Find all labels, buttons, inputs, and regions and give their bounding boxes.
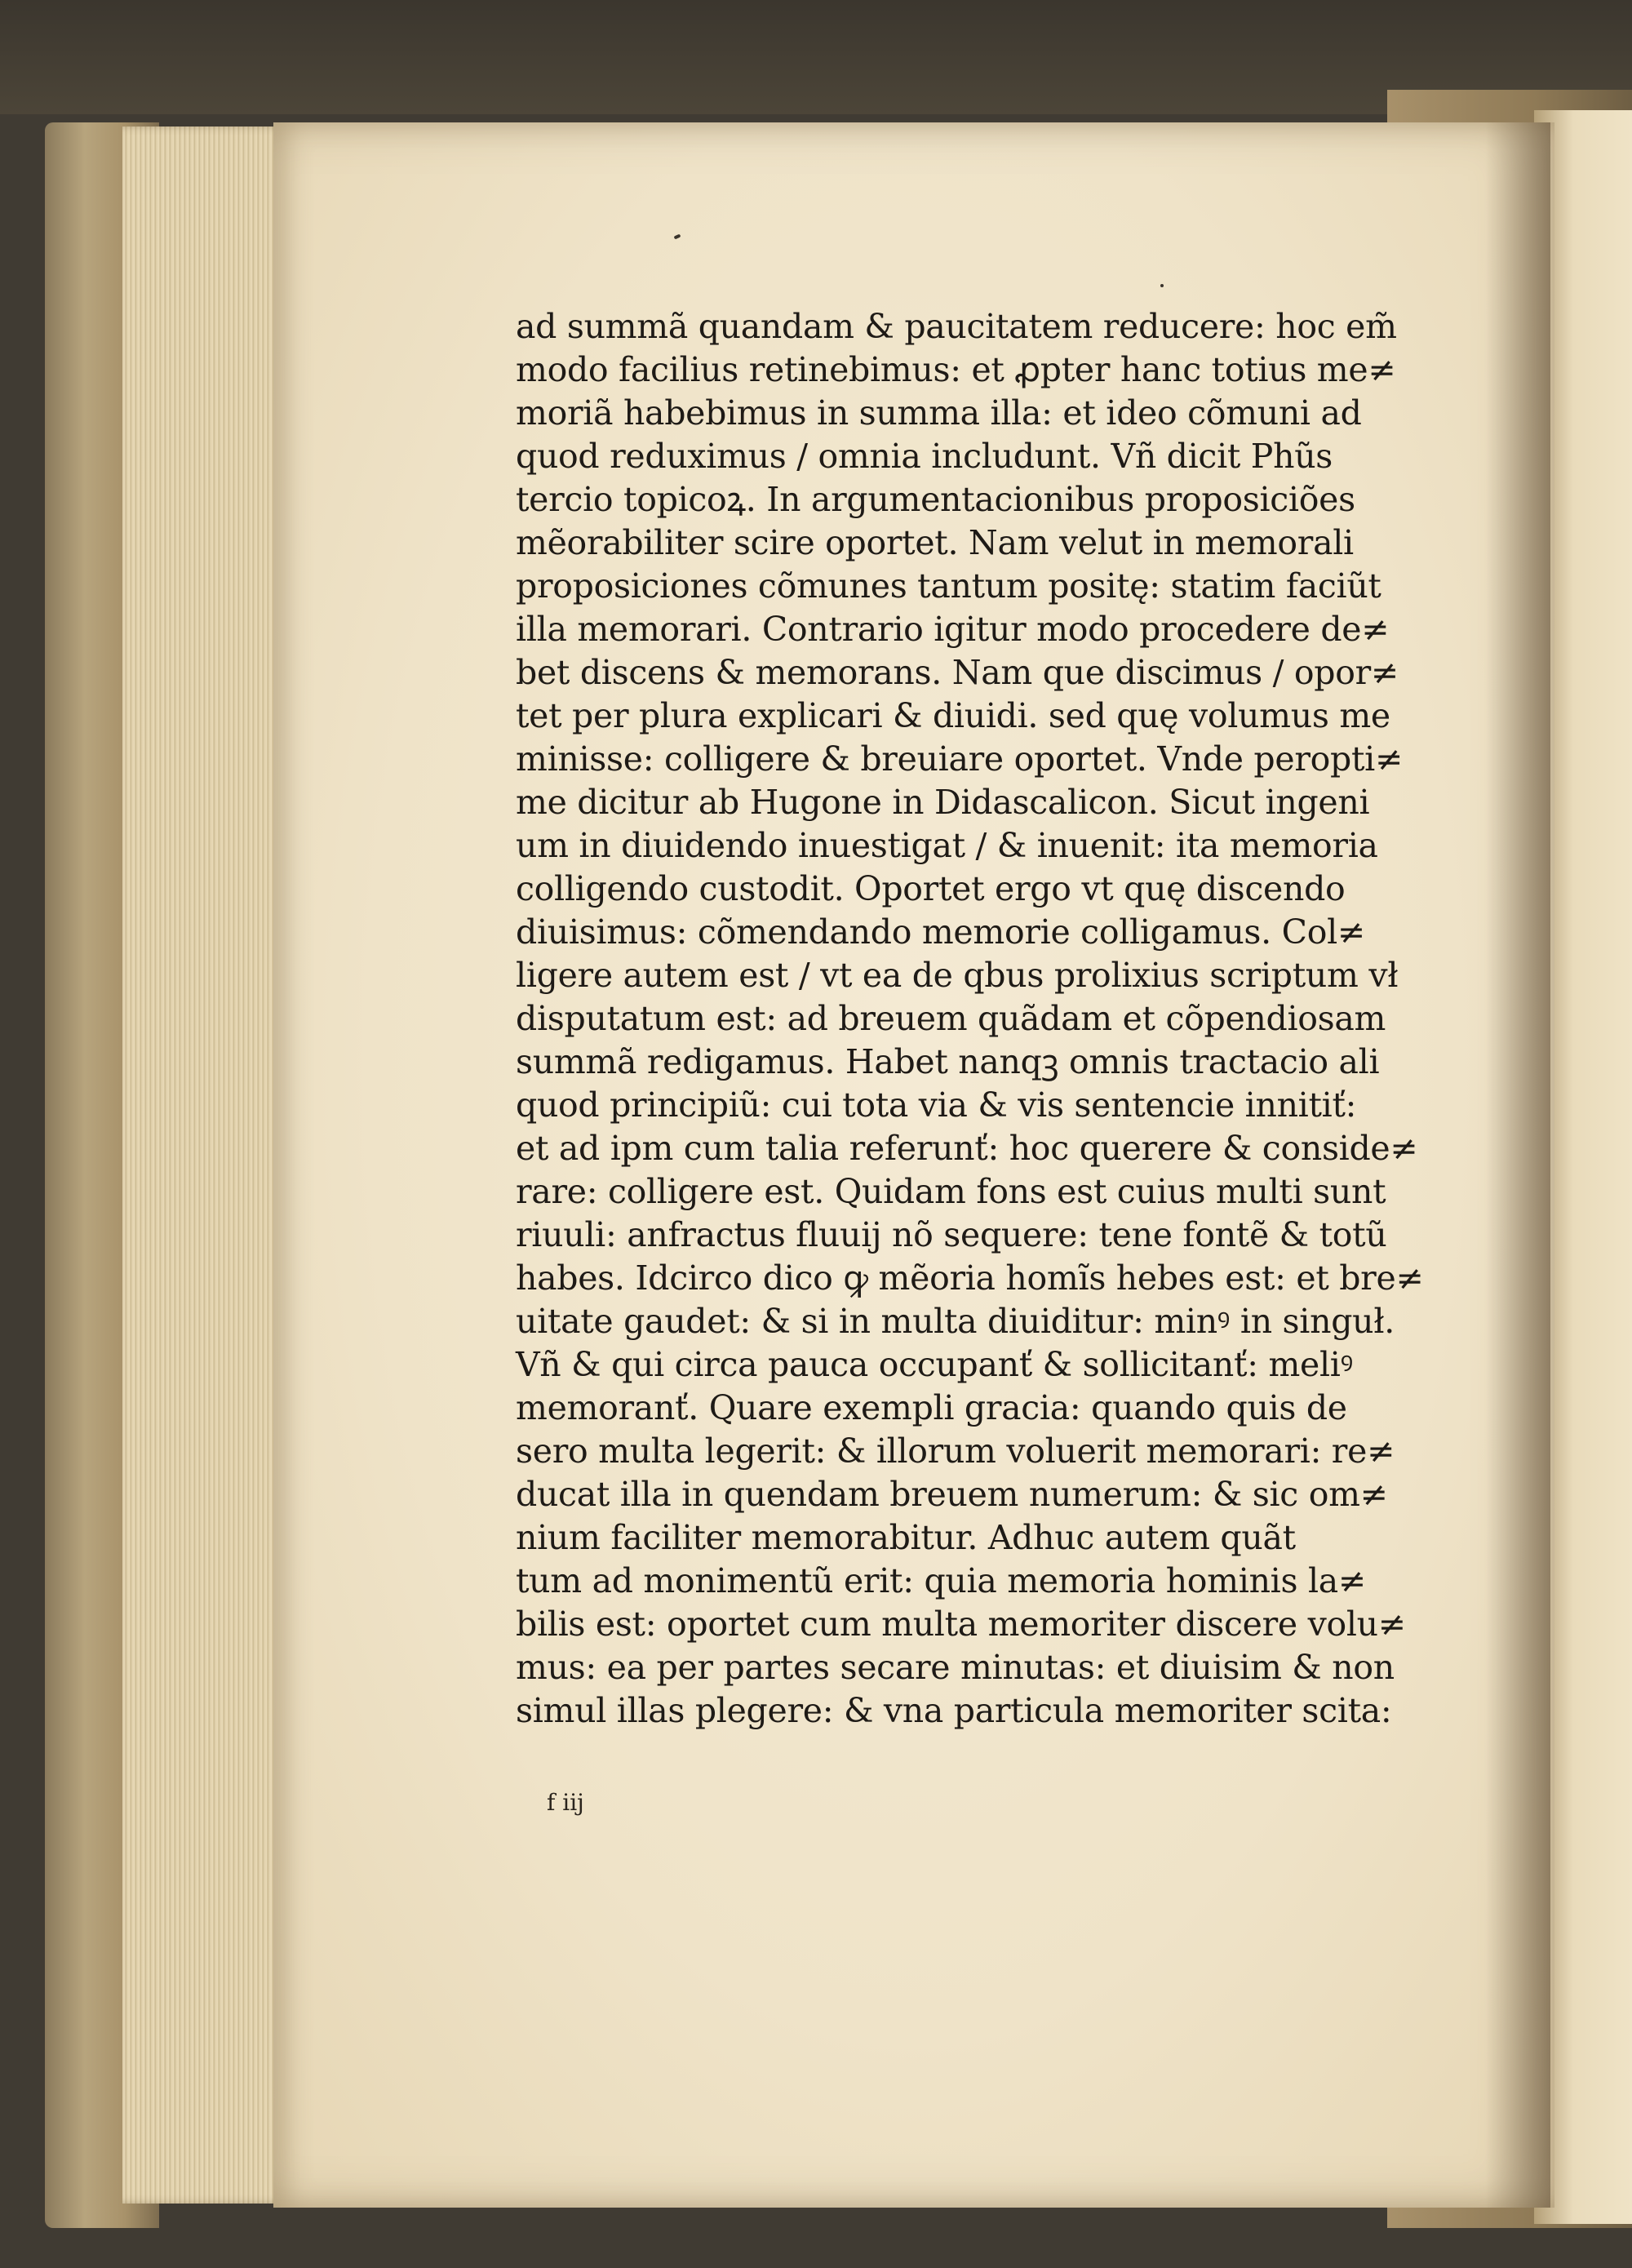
text-line: memoranť. Quare exempli gracia: quando quis de	[516, 1388, 1347, 1427]
text-line: mẽorabiliter scire oportet. Nam velut in memorali	[516, 523, 1354, 562]
text-line: tercio topicoꝝ. In argumentacionibus proposiciões	[516, 480, 1355, 519]
text-line: rare: colligere est. Quidam fons est cuius multi sunt	[516, 1172, 1386, 1211]
text-line: tum ad monimentũ erit: quia memoria hominis la≠	[516, 1561, 1366, 1600]
text-line: colligendo custodit. Oportet ergo vt quę discendo	[516, 869, 1346, 908]
text-line: um in diuidendo inuestigat / & inuenit: ita memoria	[516, 826, 1378, 865]
text-line: Vñ & qui circa pauca occupanť & sollicitanť: meliꝰ	[516, 1345, 1353, 1384]
ink-speck	[1160, 284, 1164, 287]
text-line: et ad ipm cum talia referunť: hoc querere & conside≠	[516, 1129, 1418, 1168]
text-line: bilis est: oportet cum multa memoriter discere volu≠	[516, 1604, 1406, 1644]
text-line: ligere autem est / vt ea de qbus prolixius scriptum vł	[516, 956, 1399, 995]
signature-mark: f iij	[547, 1789, 584, 1816]
text-line: ducat illa in quendam breuem numerum: & sic om≠	[516, 1475, 1388, 1514]
text-line: summã redigamus. Habet nanqꝫ omnis tractacio ali	[516, 1042, 1380, 1081]
text-line: me dicitur ab Hugone in Didascalicon. Sicut ingeni	[516, 783, 1370, 822]
text-line: diuisimus: cõmendando memorie colligamus. Col≠	[516, 912, 1365, 952]
text-line: habes. Idcirco dico ꝙ mẽoria homĩs hebes est: et bre≠	[516, 1258, 1424, 1298]
text-line: bet discens & memorans. Nam que discimus / opor≠	[516, 653, 1399, 692]
text-line: proposiciones cõmunes tantum positę: statim faciũt	[516, 566, 1381, 606]
text-line: mus: ea per partes secare minutas: et diuisim & non	[516, 1648, 1395, 1687]
text-line: tet per plura explicari & diuidi. sed quę volumus me	[516, 696, 1390, 735]
text-line: uitate gaudet: & si in multa diuiditur: minꝰ in singuł.	[516, 1302, 1395, 1341]
text-line: disputatum est: ad breuem quãdam et cõpendiosam	[516, 999, 1386, 1038]
text-line: sero multa legerit: & illorum voluerit memorari: re≠	[516, 1431, 1395, 1471]
text-line: nium faciliter memorabitur. Adhuc autem quãt	[516, 1518, 1296, 1557]
text-line: moriã habebimus in summa illa: et ideo cõmuni ad	[516, 393, 1362, 433]
text-line: quod principiũ: cui tota via & vis sentencie innitiť:	[516, 1085, 1357, 1125]
page-text	[516, 305, 1430, 1733]
text-line: ad summã quandam & paucitatem reducere: hoc em̃	[516, 307, 1397, 346]
text-line: simul illas plegere: & vna particula memoriter scita:	[516, 1691, 1392, 1730]
text-line: quod reduximus / omnia includunt. Vñ dicit Phũs	[516, 437, 1333, 476]
page-edges	[122, 126, 286, 2204]
text-line: minisse: colligere & breuiare oportet. Vnde peropti≠	[516, 739, 1404, 779]
text-line: illa memorari. Contrario igitur modo procedere de≠	[516, 610, 1390, 649]
text-line: riuuli: anfractus fluuij nõ sequere: tene fontẽ & totũ	[516, 1215, 1387, 1254]
gutter-shadow	[1485, 122, 1550, 2208]
text-line: modo facilius retinebimus: et ꝓpter hanc totius me≠	[516, 350, 1396, 389]
